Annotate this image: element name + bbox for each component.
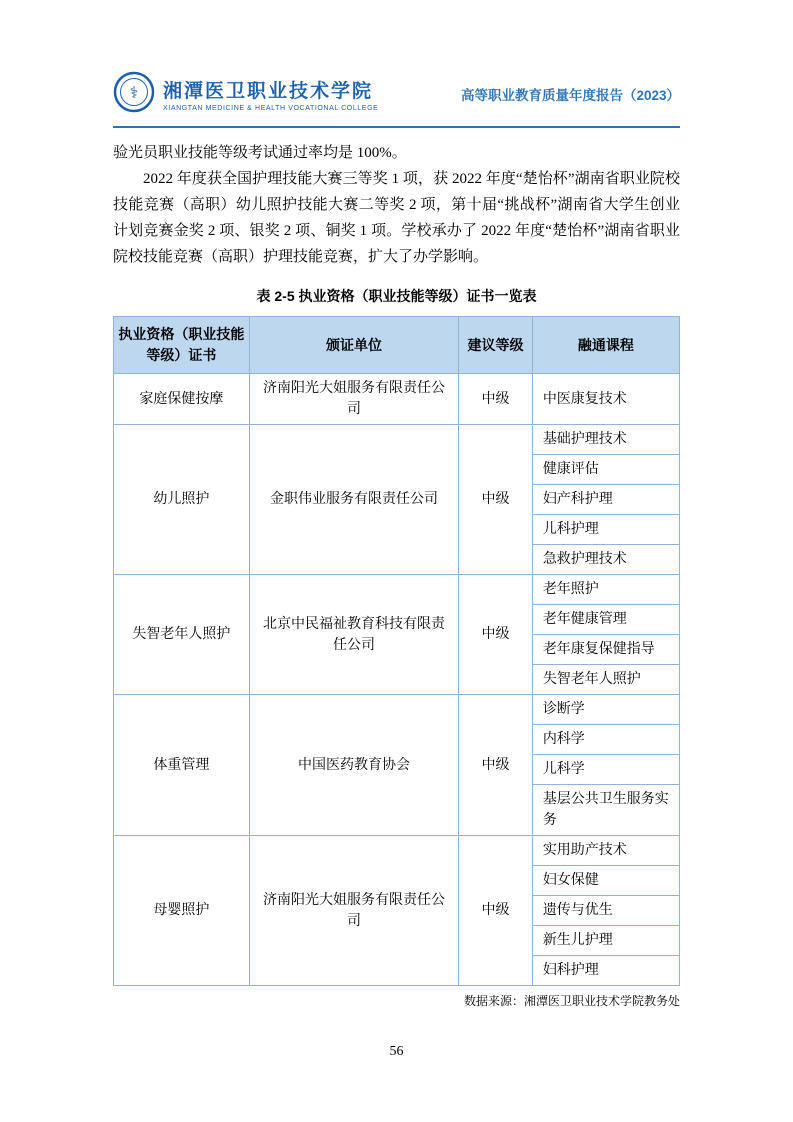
cert-cell: 幼儿照护: [114, 425, 250, 575]
data-source-note: 数据来源：湘潭医卫职业技术学院教务处: [463, 994, 680, 1008]
table-row: [114, 425, 680, 455]
level-cell: 中级: [459, 425, 533, 575]
table-caption: 表 2-5 执业资格（职业技能等级）证书一览表: [256, 288, 537, 304]
course-cell: 实用助产技术: [532, 836, 679, 866]
course-cell: 基层公共卫生服务实务: [532, 785, 679, 836]
svg-text:⚕: ⚕: [129, 84, 139, 102]
course-cell: 内科学: [532, 725, 679, 755]
course-cell: 诊断学: [532, 695, 679, 725]
level-cell: 中级: [459, 836, 533, 986]
cert-cell: 家庭保健按摩: [114, 374, 250, 425]
table-row: [114, 695, 680, 725]
course-cell: 中医康复技术: [532, 374, 679, 425]
cert-cell: 母婴照护: [114, 836, 250, 986]
header-cell-certificate: 执业资格（职业技能等级）证书: [114, 317, 250, 374]
level-cell: 中级: [459, 575, 533, 695]
issuer-cell: 北京中民福祉教育科技有限责任公司: [249, 575, 458, 695]
report-header: [113, 68, 680, 120]
paragraph-awards: 2022 年度获全国护理技能大赛三等奖 1 项，获 2022 年度“楚怡杯”湖南省职业院校技能竞赛（高职）幼儿照护技能大赛二等奖 2 项，第十届“挑战杯”湖南省大学生创业计划竞赛金奖 2 项、银奖 2 项、铜奖 1 项。学校承办了 2022 年度“楚怡杯”湖南省职业院校技能竞赛（高职）护理技能竞赛，扩大了办学影响。: [113, 171, 680, 265]
header-cell-course: 融通课程: [532, 317, 679, 374]
college-name-block: [163, 76, 378, 112]
level-cell: 中级: [459, 374, 533, 425]
issuer-cell: 中国医药教育协会: [249, 695, 458, 836]
header-cell-level: 建议等级: [459, 317, 533, 374]
course-cell: 妇产科护理: [532, 485, 679, 515]
issuer-cell: 济南阳光大姐服务有限责任公司: [249, 836, 458, 986]
course-cell: 妇科护理: [532, 956, 679, 986]
table-row: [114, 836, 680, 866]
course-cell: 遗传与优生: [532, 896, 679, 926]
course-cell: 儿科学: [532, 755, 679, 785]
header-rule: [113, 126, 680, 128]
college-emblem-icon: [113, 71, 155, 118]
page-number: 56: [389, 1044, 404, 1059]
course-cell: 老年康复保健指导: [532, 635, 679, 665]
page-footer: [0, 1044, 793, 1060]
paragraph-pass-rate: 验光员职业技能等级考试通过率均是 100%。: [113, 145, 407, 161]
cert-cell: 失智老年人照护: [114, 575, 250, 695]
course-cell: 老年照护: [532, 575, 679, 605]
report-title: 高等职业教育质量年度报告（2023）: [460, 88, 680, 103]
course-cell: 健康评估: [532, 455, 679, 485]
cert-cell: 体重管理: [114, 695, 250, 836]
level-cell: 中级: [459, 695, 533, 836]
course-cell: 新生儿护理: [532, 926, 679, 956]
college-name-en: XIANGTAN MEDICINE & HEALTH VOCATIONAL COLLEGE: [163, 105, 379, 112]
course-cell: 老年健康管理: [532, 605, 679, 635]
issuer-cell: 济南阳光大姐服务有限责任公司: [249, 374, 458, 425]
course-cell: 急救护理技术: [532, 545, 679, 575]
table-row: [114, 374, 680, 425]
table-row: [114, 575, 680, 605]
issuer-cell: 金职伟业服务有限责任公司: [249, 425, 458, 575]
certificates-table: [113, 316, 680, 986]
course-cell: 妇女保健: [532, 866, 679, 896]
course-cell: 儿科护理: [532, 515, 679, 545]
header-cell-issuer: 颁证单位: [249, 317, 458, 374]
course-cell: 基础护理技术: [532, 425, 679, 455]
college-logo: [113, 71, 378, 118]
college-name-cn: 湘潭医卫职业技术学院: [163, 81, 374, 102]
table-header-row: [114, 317, 680, 374]
course-cell: 失智老年人照护: [532, 665, 679, 695]
